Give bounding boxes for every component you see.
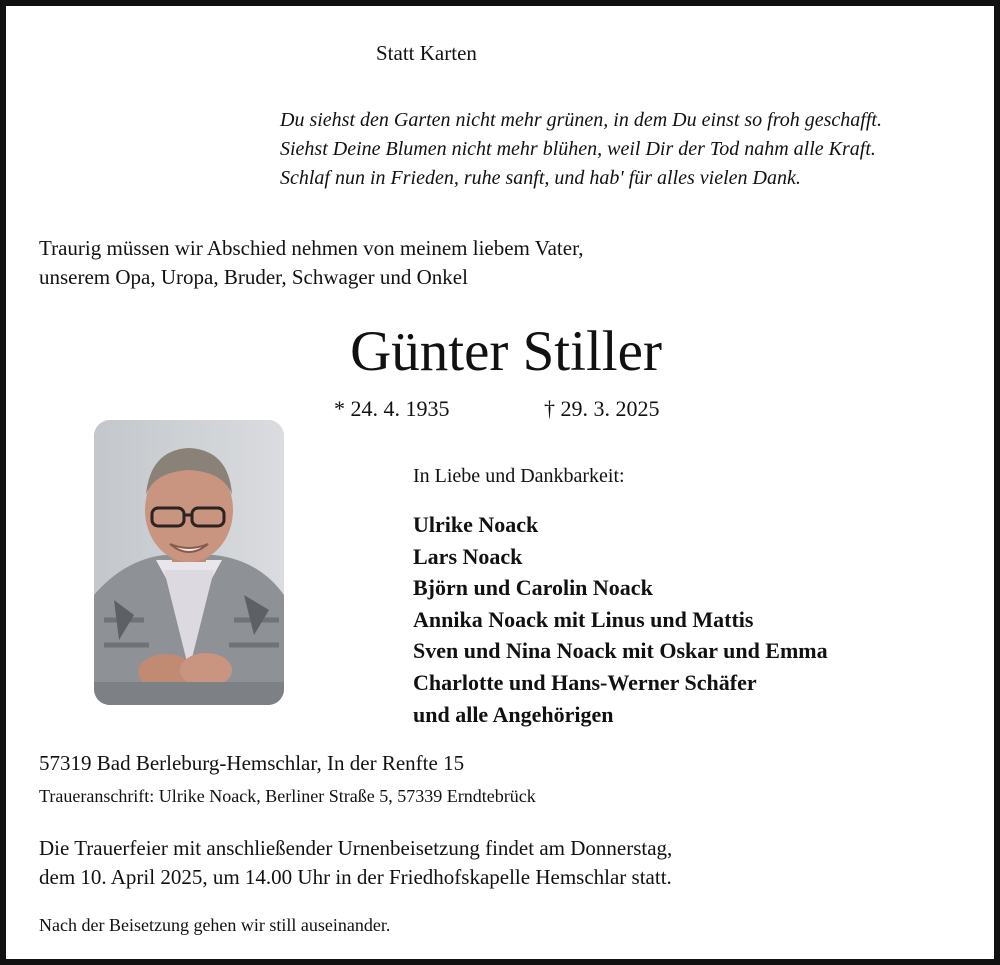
mourner-name: Ulrike Noack	[413, 512, 539, 537]
home-address: 57319 Bad Berleburg-Hemschlar, In der Renfte 15	[39, 751, 465, 775]
mourners-list	[413, 509, 828, 730]
mourners-heading: In Liebe und Dankbarkeit:	[413, 465, 625, 487]
mourner-name: und alle Angehörigen	[413, 701, 614, 727]
intro-line: Traurig müssen wir Abschied nehmen von meinem liebem Vater,	[39, 236, 584, 260]
deceased-name: Günter Stiller	[350, 320, 662, 383]
mourner-name: Annika Noack mit Linus und Mattis	[413, 606, 754, 632]
statt-karten-label: Statt Karten	[376, 41, 477, 65]
poem-line: Du siehst den Garten nicht mehr grünen, in dem Du einst so froh geschafft.	[280, 109, 882, 131]
poem-line: Schlaf nun in Frieden, ruhe sanft, und hab' für alles vielen Dank.	[280, 167, 801, 189]
poem-line: Siehst Deine Blumen nicht mehr blühen, weil Dir der Tod nahm alle Kraft.	[280, 138, 876, 160]
portrait-photo	[94, 420, 284, 705]
poem	[280, 106, 882, 193]
mourning-address: Traueranschrift: Ulrike Noack, Berliner Straße 5, 57339 Erndtebrück	[39, 786, 536, 806]
intro-text	[39, 234, 583, 292]
mourner-name: Björn und Carolin Noack	[413, 575, 653, 601]
death-date: † 29. 3. 2025	[544, 396, 660, 421]
ceremony-line: dem 10. April 2025, um 14.00 Uhr in der Friedhofskapelle Hemschlar statt.	[39, 865, 672, 889]
birth-date: * 24. 4. 1935	[334, 396, 450, 421]
ceremony-info	[39, 834, 672, 892]
ceremony-line: Die Trauerfeier mit anschließender Urnenbeisetzung findet am Donnerstag,	[39, 836, 673, 860]
intro-line: unserem Opa, Uropa, Bruder, Schwager und Onkel	[39, 265, 468, 289]
portrait-illustration	[94, 420, 284, 705]
mourner-name: Charlotte und Hans-Werner Schäfer	[413, 669, 757, 695]
mourner-name: Lars Noack	[413, 543, 523, 569]
mourner-name: Sven und Nina Noack mit Oskar und Emma	[413, 638, 828, 664]
closing-note: Nach der Beisetzung gehen wir still auseinander.	[39, 915, 391, 935]
